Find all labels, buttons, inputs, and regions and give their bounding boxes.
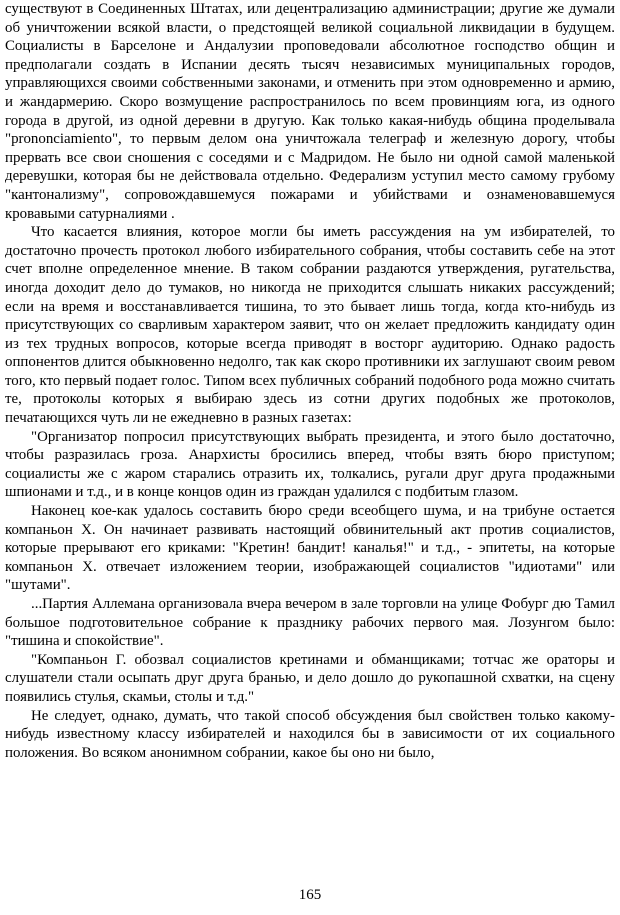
paragraph-quote-companion-g: "Компаньон Г. обозвал социалистов кретинами и обманщиками; тотчас же ораторы и слушатели стали осыпать друг друга бранью, и дело дошло до рукопашной схватки, на сцену появились стулья, скамьи, столы и т.д." (5, 651, 615, 705)
body-text (5, 0, 615, 762)
paragraph-quote-organizer: "Организатор попросил присутствующих выбрать президента, и этого было достаточно, чтобы разразилась гроза. Анархисты бросились вперед, чтобы взять бюро приступом; социалисты же с жаром старались отразить их, толкались, ругали друг друга продажными шпионами и т.д., и в конце концов один из граждан удалился с подбитым глазом. (5, 428, 615, 501)
paragraph-quote-bureau: Наконец кое-как удалось составить бюро среди всеобщего шума, и на трибуне остается компаньон X. Он начинает развивать настоящий обвинительный акт против социалистов, которые прерывают его криками: "Кретин! бандит! каналья!" и т.д., - эпитеты, на которые компаньон X. отвечает изложением теории, изображающей социалистов "идиотами" или "шутами". (5, 503, 615, 594)
paragraph-influence-of-reasoning: Что касается влияния, которое могли бы иметь рассуждения на ум избирателей, то достаточно прочесть протокол любого избирательного собрания, чтобы составить себе на этот счет вполне определенное мнение. В таком собрании раздаются утверждения, ругательства, иногда доходит дело до тумаков, но никогда не приходится слышать никаких рассуждений; если на время и восстанавливается тишина, то это бывает лишь тогда, когда кто-нибудь из присутствующих со сварливым характером заявит, что он желает предложить кандидату один из тех трудных вопросов, которые всегда приводят в восторг аудиторию. Однако радость оппонентов длится обыкновенно недолго, так как скоро противники их заглушают своим ревом того, кто первый подает голос. Типом всех публичных собраний подобного рода можно считать те, протоколы которых я выбираю здесь из сотни других подобных же протоколов, печатающихся чуть ли не ежедневно в разных газетах: (5, 224, 615, 427)
paragraph-final: Не следует, однако, думать, что такой способ обсуждения был свойствен только какому-нибудь известному классу избирателей и находился бы в зависимости от их социального положения. Во всяком анонимном собрании, какое бы оно ни было, (5, 707, 615, 761)
paragraph-continuation: существуют в Соединенных Штатах, или децентрализацию администрации; другие же думали об уничтожении всякой власти, о предстоящей великой социальной ликвидации в будущем. Социалисты в Барселоне и Андалузии проповедовали абсолютное господство общин и предполагали создать в Испании десять тысяч независимых муниципальных городов, управляющихся своими собственными законами, и отменить при этом одновременно и армию, и жандармерию. Скоро возмущение распространилось по всем провинциям юга, из одного города в другой, из одной деревни в другую. Как только какая-нибудь община проделывала "prononciamiento", то первым делом она уничтожала телеграф и железную дорогу, чтобы прервать все свои сношения с соседями и с Мадридом. Не было ни одной самой маленькой деревушки, которая бы не действовала отдельно. Федерализм уступил место самому грубому "кантонализму", сопровождавшемуся пожарами и убийствами и ознаменовавшемуся кровавыми сатурналиями . (5, 1, 615, 222)
paragraph-quote-allemane-party: ...Партия Аллемана организовала вчера вечером в зале торговли на улице Фобург дю Тамил большое подготовительное собрание к празднику рабочих первого мая. Лозунгом было: "тишина и спокойствие". (5, 596, 615, 650)
page-number: 165 (298, 887, 322, 903)
